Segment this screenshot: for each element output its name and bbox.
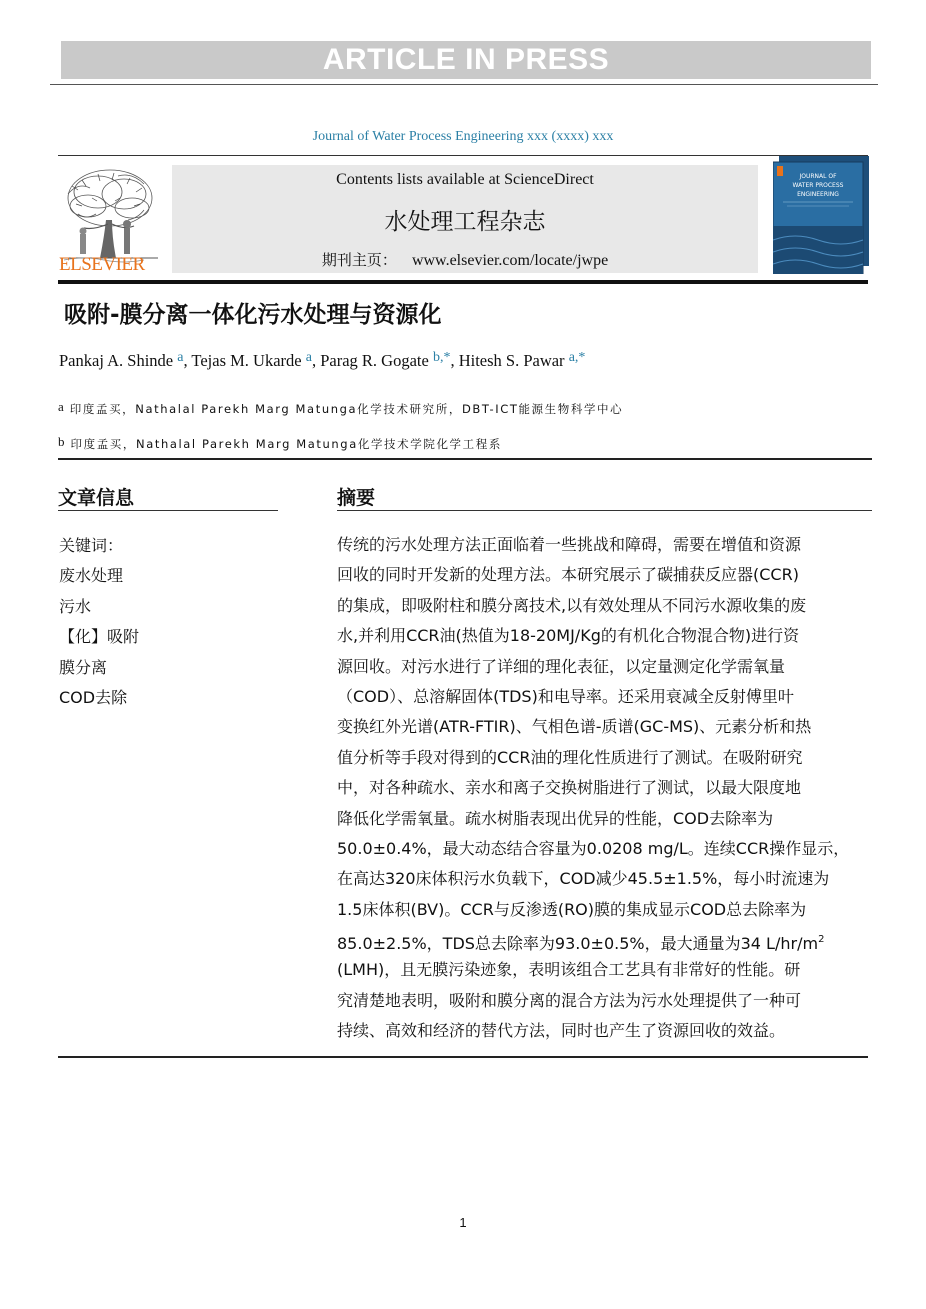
- author-name[interactable]: Pankaj A. Shinde: [59, 351, 174, 370]
- journal-cover-image: [773, 156, 869, 274]
- article-info-heading: 文章信息: [58, 487, 135, 509]
- journal-header-box: [172, 165, 758, 273]
- top-rule: [50, 84, 878, 85]
- svg-text:ENGINEERING: ENGINEERING: [797, 191, 839, 198]
- author-affiliation-mark[interactable]: a: [177, 350, 184, 365]
- svg-text:JOURNAL OF: JOURNAL OF: [799, 173, 837, 180]
- header-bottom-rule: [58, 280, 868, 284]
- journal-reference-link[interactable]: Journal of Water Process Engineering xxx (xxxx) xxx: [312, 129, 614, 144]
- abstract-line: 持续、高效和经济的替代方法，同时也产生了资源回收的效益。: [337, 1021, 786, 1041]
- affiliation-rule: [58, 458, 872, 460]
- affiliation-a: [58, 399, 623, 417]
- journal-homepage-line: [172, 249, 758, 270]
- abstract-line-text: 85.0±2.5%，TDS总去除率为93.0±0.5%，最大通量为34 L/hr/m: [337, 934, 819, 954]
- journal-title: 水处理工程杂志: [384, 209, 546, 235]
- abstract-line: 值分析等手段对得到的CCR油的理化性质进行了测试。在吸附研究: [337, 747, 803, 767]
- abstract-line: 变换红外光谱(ATR-FTIR)、气相色谱-质谱(GC-MS)、元素分析和热: [337, 717, 812, 737]
- abstract-bottom-rule: [58, 1056, 868, 1058]
- keyword-item: 【化】吸附: [59, 627, 140, 647]
- article-info-rule: [58, 510, 278, 511]
- article-title: 吸附-膜分离一体化污水处理与资源化: [64, 302, 442, 328]
- abstract-line: 50.0±0.4%，最大动态结合容量为0.0208 mg/L。连续CCR操作显示，: [337, 838, 850, 858]
- author-list: Pankaj A. Shinde $^a$, Tejas M. Ukarde $^a$, Parag R. Gogate $^{b,*}$, Hitesh S. Pawar $^{a,*}$: [59, 350, 586, 370]
- abstract-line-with-superscript: [337, 928, 882, 958]
- author-name[interactable]: Hitesh S. Pawar: [458, 351, 565, 370]
- abstract-line: 源回收。对污水进行了详细的理化表征，以定量测定化学需氧量: [337, 656, 786, 676]
- author-affiliation-mark[interactable]: a,*: [568, 350, 586, 365]
- author-affiliation-mark[interactable]: a: [305, 350, 312, 365]
- abstract-rule: [337, 510, 872, 511]
- affiliation-text: 印度孟买，Nathalal Parekh Marg Matunga化学技术研究所，DBT-ICT能源生物科学中心: [69, 402, 624, 416]
- article-in-press-banner: [61, 41, 871, 79]
- author-affiliation-mark[interactable]: b,*: [432, 350, 451, 365]
- abstract-line: 降低化学需氧量。疏水树脂表现出优异的性能，COD去除率为: [337, 808, 774, 828]
- contents-available-line: Contents lists available at ScienceDirect: [336, 171, 594, 188]
- affiliation-b: [58, 434, 502, 452]
- abstract-line: 1.5床体积(BV)。CCR与反渗透(RO)膜的集成显示COD总去除率为: [337, 899, 807, 919]
- abstract-heading: 摘要: [337, 487, 376, 509]
- header-top-rule: [58, 155, 868, 156]
- author-name[interactable]: Parag R. Gogate: [320, 351, 429, 370]
- homepage-label: 期刊主页：: [321, 251, 397, 269]
- abstract-line: （COD）、总溶解固体(TDS)和电导率。还采用衰减全反射傅里叶: [337, 686, 794, 706]
- abstract-line: 水,并利用CCR油(热值为18-20MJ/Kg的有机化合物混合物)进行资: [337, 626, 800, 646]
- svg-text:WATER PROCESS: WATER PROCESS: [792, 182, 844, 189]
- affiliation-mark: b: [58, 434, 65, 449]
- affiliation-mark: a: [58, 399, 64, 414]
- abstract-line: 究清楚地表明，吸附和膜分离的混合方法为污水处理提供了一种可: [337, 990, 802, 1010]
- keyword-list: [59, 534, 139, 716]
- abstract-body: [337, 533, 882, 1050]
- page-number: 1: [459, 1215, 467, 1230]
- abstract-line: 在高达320床体积污水负载下，COD减少45.5±1.5%，每小时流速为: [337, 869, 830, 889]
- keyword-item: COD去除: [59, 687, 128, 707]
- keywords-label: 关键词：: [59, 536, 124, 555]
- abstract-line: 传统的污水处理方法正面临着一些挑战和障碍，需要在增值和资源: [337, 535, 802, 554]
- abstract-line: 中，对各种疏水、亲水和离子交换树脂进行了测试，以最大限度地: [337, 778, 802, 798]
- abstract-line: 的集成，即吸附柱和膜分离技术,以有效处理从不同污水源收集的废: [337, 595, 807, 615]
- abstract-line: (LMH)，且无膜污染迹象，表明该组合工艺具有非常好的性能。研: [337, 960, 801, 980]
- keyword-item: 污水: [59, 596, 92, 616]
- keyword-item: 废水处理: [59, 566, 124, 586]
- abstract-line: 回收的同时开发新的处理方法。本研究展示了碳捕获反应器(CCR): [337, 565, 799, 585]
- article-in-press-text: ARTICLE IN PRESS: [322, 43, 610, 76]
- elsevier-wordmark: ELSEVIER: [59, 254, 145, 275]
- affiliation-text: 印度孟买，Nathalal Parekh Marg Matunga化学技术学院化学工程系: [70, 437, 502, 451]
- keyword-item: 膜分离: [59, 657, 108, 677]
- flux-unit-superscript: 2: [818, 934, 825, 946]
- author-name[interactable]: Tejas M. Ukarde: [191, 351, 302, 370]
- homepage-url-link[interactable]: www.elsevier.com/locate/jwpe: [411, 252, 609, 269]
